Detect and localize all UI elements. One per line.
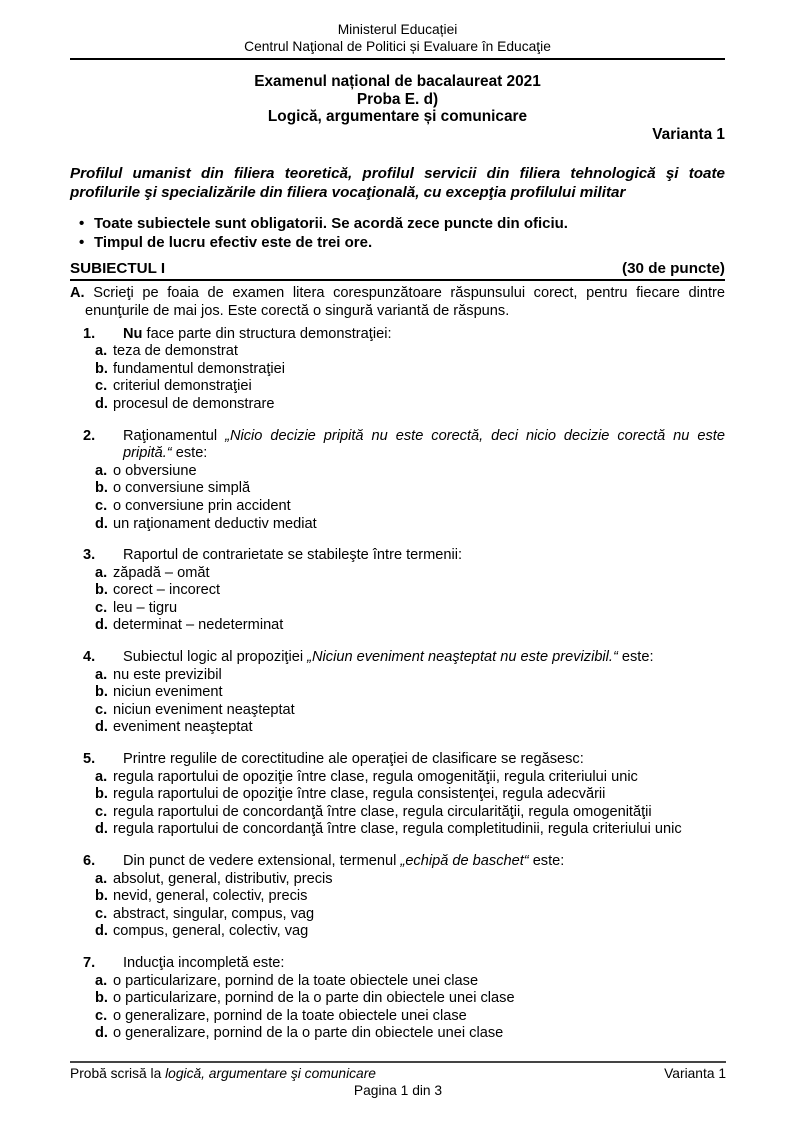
question-stem [123, 853, 725, 871]
option-text: eveniment neaşteptat [113, 719, 253, 736]
option-row [70, 786, 725, 804]
option-text: abstract, singular, compus, vag [113, 905, 315, 922]
title-block [70, 73, 725, 126]
section-a-intro [70, 285, 725, 320]
subject-label: SUBIECTUL I [70, 260, 166, 278]
exam-title: Examenul național de bacalaureat 2021 [254, 73, 541, 90]
option-row [70, 769, 725, 787]
option-letter: a. [95, 870, 108, 887]
option-letter: b. [95, 582, 108, 599]
footer-row [70, 1065, 726, 1082]
option-text: o particularizare, pornind de la toate obiectele unei clase [113, 972, 479, 989]
option-row [70, 617, 725, 635]
text-run: Subiectul logic al propoziţiei [123, 649, 308, 666]
page-footer [70, 1061, 726, 1099]
question-stem [123, 649, 725, 667]
option-letter: c. [95, 378, 108, 395]
question-stem-row [70, 326, 725, 344]
question-number: 7. [83, 954, 96, 971]
option-letter: d. [95, 515, 108, 532]
text-run: Raţionamentul [123, 427, 226, 444]
option-row [70, 888, 725, 906]
question-list [70, 326, 725, 1043]
bullet-icon: • [79, 233, 85, 251]
option-text: criteriul demonstraţiei [113, 378, 252, 395]
question-stem-row [70, 751, 725, 769]
exam-proba: Proba E. d) [356, 90, 439, 108]
option-text: o generalizare, pornind de la toate obiectele unei clase [113, 1007, 467, 1024]
text-run: este: [171, 445, 208, 462]
option-row [70, 582, 725, 600]
option-text: determinat – nedeterminat [113, 617, 284, 634]
option-row [70, 667, 725, 685]
ministry-name: Ministerul Educației [337, 22, 458, 37]
option-letter: d. [95, 1025, 108, 1042]
option-letter: d. [95, 719, 108, 736]
option-text: compus, general, colectiv, vag [113, 923, 309, 940]
option-text: nevid, general, colectiv, precis [113, 888, 308, 905]
question-3 [70, 547, 725, 635]
text-run: este: [617, 649, 654, 666]
header-divider [70, 58, 725, 60]
option-text: un raţionament deductiv mediat [113, 515, 317, 532]
instruction-text: Toate subiectele sunt obligatorii. Se acordă zece puncte din oficiu. [94, 215, 568, 233]
question-1 [70, 326, 725, 414]
option-row [70, 684, 725, 702]
text-run: Nu [123, 325, 143, 342]
option-letter: b. [95, 786, 108, 803]
question-number: 4. [83, 649, 96, 666]
option-text: leu – tigru [113, 599, 178, 616]
option-text: teza de demonstrat [113, 343, 238, 360]
instruction-item [70, 215, 725, 234]
option-row [70, 923, 725, 941]
text-run: Printre regulile de corectitudine ale operaţiei de clasificare se regăsesc: [123, 751, 584, 768]
option-letter: c. [95, 1007, 108, 1024]
option-row [70, 990, 725, 1008]
option-row [70, 871, 725, 889]
text-run: Probă scrisă la [70, 1066, 166, 1081]
option-letter: c. [95, 497, 108, 514]
question-stem [123, 428, 725, 463]
option-row [70, 463, 725, 481]
option-text: niciun eveniment [113, 684, 223, 701]
option-letter: c. [95, 701, 108, 718]
question-number: 1. [83, 325, 96, 342]
exam-subject: Logică, argumentare și comunicare [267, 108, 528, 126]
question-4 [70, 649, 725, 737]
question-2 [70, 428, 725, 534]
option-row [70, 804, 725, 822]
text-run: logică, argumentare şi comunicare [165, 1066, 376, 1081]
question-stem-row [70, 853, 725, 871]
option-letter: b. [95, 360, 108, 377]
question-6 [70, 853, 725, 941]
subject-header [70, 261, 725, 281]
option-letter: c. [95, 905, 108, 922]
question-number: 5. [83, 751, 96, 768]
bullet-icon: • [79, 215, 85, 233]
question-stem-row [70, 428, 725, 463]
instructions-list [70, 215, 725, 252]
option-row [70, 719, 725, 737]
option-row [70, 1008, 725, 1026]
option-text: regula raportului de opoziţie între clase, regula consistenţei, regula adecvării [113, 786, 606, 803]
option-text: o generalizare, pornind de la o parte din obiectele unei clase [113, 1025, 504, 1042]
question-stem [123, 955, 725, 973]
option-letter: b. [95, 480, 108, 497]
footer-page-number: Pagina 1 din 3 [353, 1083, 443, 1098]
question-stem [123, 547, 725, 565]
option-row [70, 361, 725, 379]
option-row [70, 702, 725, 720]
option-text: regula raportului de concordanţă între clase, regula circularităţii, regula omogenităţii [113, 803, 652, 820]
option-row [70, 973, 725, 991]
text-run: Raportul de contrarietate se stabileşte între termenii: [123, 547, 463, 564]
option-text: o particularizare, pornind de la o parte din obiectele unei clase [113, 990, 515, 1007]
text-run: este: [528, 853, 565, 869]
center-name: Centrul Naţional de Politici și Evaluare în Educaţie [244, 39, 551, 54]
question-number: 2. [83, 427, 96, 444]
option-row [70, 516, 725, 534]
option-text: niciun eveniment neaşteptat [113, 701, 295, 718]
text-run: „Niciun eveniment neaşteptat nu este previzibil.“ [307, 649, 618, 666]
question-stem-row [70, 955, 725, 973]
question-number: 6. [83, 853, 96, 869]
option-text: regula raportului de opoziţie între clase, regula omogenităţii, regula criteriului unic [113, 768, 638, 785]
option-row [70, 396, 725, 414]
option-letter: d. [95, 923, 108, 940]
option-row [70, 565, 725, 583]
question-stem [123, 326, 725, 344]
option-letter: a. [95, 972, 108, 989]
option-letter: d. [95, 395, 108, 412]
option-letter: b. [95, 990, 108, 1007]
question-stem-row [70, 649, 725, 667]
option-text: procesul de demonstrare [113, 395, 275, 412]
option-text: fundamentul demonstraţiei [113, 360, 285, 377]
question-5 [70, 751, 725, 839]
profile-note: Profilul umanist din filiera teoretică, profilul servicii din filiera tehnologică şi toate profilurile şi specializările din filiera vocaţională, cu excepţia profilului militar [70, 165, 725, 202]
option-letter: a. [95, 564, 108, 581]
option-row [70, 1025, 725, 1043]
option-letter: d. [95, 617, 108, 634]
text-run: „Nicio decizie pripită nu este corectă, deci nicio decizie corectă nu este pripită.“ [123, 427, 725, 462]
option-letter: a. [95, 666, 108, 683]
question-stem [123, 751, 725, 769]
option-letter: a. [95, 343, 108, 360]
option-letter: b. [95, 888, 108, 905]
variant-label: Varianta 1 [652, 125, 725, 143]
option-letter: b. [95, 684, 108, 701]
option-row [70, 343, 725, 361]
option-text: regula raportului de concordanţă între clase, regula completitudinii, regula criteriului unic [113, 821, 682, 838]
option-letter: a. [95, 768, 108, 785]
option-row [70, 821, 725, 839]
option-row [70, 906, 725, 924]
option-row [70, 600, 725, 618]
text-run: Inducţia incompletă este: [123, 954, 285, 971]
option-text: o obversiune [113, 462, 197, 479]
option-text: o conversiune prin accident [113, 497, 291, 514]
question-number: 3. [83, 547, 96, 564]
option-text: zăpadă – omăt [113, 564, 210, 581]
option-text: absolut, general, distributiv, precis [113, 870, 333, 887]
text-run: Din punct de vedere extensional, termenul [123, 853, 401, 869]
option-row [70, 378, 725, 396]
text-run: „echipă de baschet“ [400, 853, 529, 869]
subject-points: (30 de puncte) [622, 260, 725, 278]
section-a-text: Scrieţi pe foaia de examen litera corespunzătoare răspunsului corect, pentru fiecare dintre enunţurile de mai jos. Este corectă o singură variantă de răspuns. [85, 285, 725, 319]
option-letter: c. [95, 803, 108, 820]
text-run: face parte din structura demonstraţiei: [142, 325, 392, 342]
footer-variant: Varianta 1 [664, 1066, 726, 1081]
option-row [70, 498, 725, 516]
option-text: o conversiune simplă [113, 480, 251, 497]
instruction-text: Timpul de lucru efectiv este de trei ore. [94, 233, 373, 251]
option-letter: a. [95, 462, 108, 479]
footer-exam-name [70, 1065, 376, 1082]
section-a-label: A. [70, 285, 85, 302]
question-stem-row [70, 547, 725, 565]
option-letter: d. [95, 821, 108, 838]
option-text: nu este previzibil [113, 666, 222, 683]
option-letter: c. [95, 599, 108, 616]
option-text: corect – incorect [113, 582, 221, 599]
option-row [70, 480, 725, 498]
instruction-item [70, 234, 725, 253]
question-7 [70, 955, 725, 1043]
